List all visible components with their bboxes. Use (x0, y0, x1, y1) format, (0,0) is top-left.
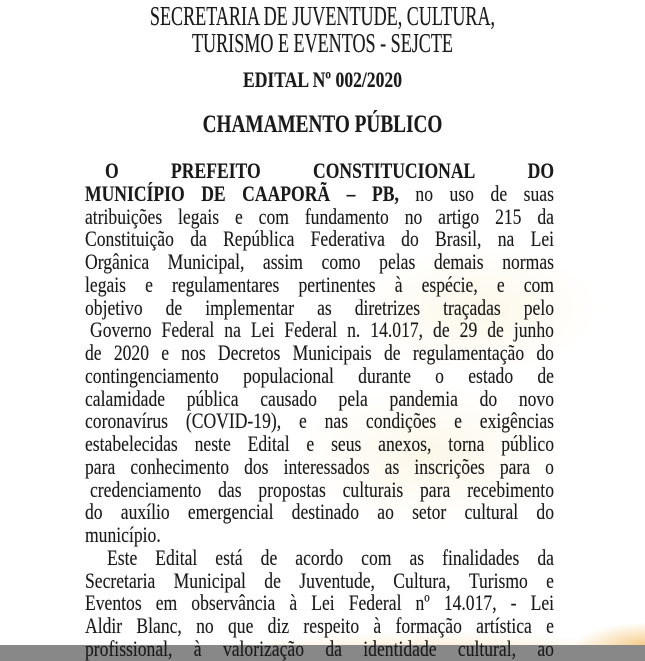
body-word: culturais (342, 476, 404, 502)
body-word: Orgânica (85, 249, 150, 274)
body-text-line (85, 635, 554, 661)
body-word: calamidade (85, 385, 166, 411)
body-word: no (404, 203, 423, 229)
body-word: implementar (205, 294, 295, 320)
body-word: DO (527, 158, 555, 183)
body-word: de (537, 362, 554, 388)
body-word: suas (523, 180, 554, 206)
body-word: e (496, 271, 505, 297)
body-word: auxílio (120, 499, 170, 525)
body-word: torna (448, 431, 485, 456)
body-word: seus (331, 431, 362, 456)
body-word: condições (365, 408, 437, 434)
body-word: o (435, 362, 444, 388)
body-word: que (227, 613, 254, 638)
body-word: da (190, 226, 207, 252)
body-word: da (537, 203, 554, 229)
body-word: 215 (495, 203, 522, 229)
body-word: regulamentação (412, 340, 525, 365)
document-body (85, 160, 554, 661)
body-text-line (85, 544, 554, 570)
edital-number-title: EDITAL Nº 002/2020 (242, 67, 403, 92)
body-word: de (433, 317, 450, 343)
body-word: estado (468, 362, 514, 388)
body-word: profissional, (85, 635, 173, 661)
body-word: do (85, 499, 103, 525)
body-word: do (401, 226, 419, 252)
body-word: Municipais (292, 340, 372, 365)
body-word: de (264, 567, 281, 593)
body-word: da (537, 544, 554, 570)
body-word: contingenciamento (85, 362, 219, 388)
body-word: pela (338, 385, 368, 411)
body-word: propostas (258, 476, 326, 502)
body-word: nas (324, 408, 349, 434)
body-text-line (85, 592, 554, 615)
body-word: CONSTITUCIONAL (313, 158, 476, 183)
body-word: diz (267, 613, 290, 638)
body-text-line (85, 362, 554, 388)
body-word: CAAPORÃ (242, 180, 331, 206)
body-word: Municipal, (167, 249, 245, 274)
body-text-line (85, 271, 554, 297)
body-word: 14.017, (443, 590, 497, 616)
body-word: como (321, 249, 361, 274)
body-word: emergencial (187, 499, 274, 525)
body-word: de (383, 340, 401, 365)
body-text-line (85, 476, 554, 502)
body-word: acordo (295, 544, 344, 570)
body-word: conhecimento (130, 453, 230, 479)
body-word: com (361, 544, 392, 570)
body-text-line (85, 615, 554, 638)
body-word: normas (502, 249, 554, 274)
header-line-1: SECRETARIA DE JUVENTUDE, CULTURA, (149, 1, 496, 31)
body-word: DE (201, 180, 226, 206)
body-word: n. (347, 317, 361, 343)
body-text-line (85, 319, 554, 342)
body-word: município. (85, 522, 161, 547)
body-text-line (85, 342, 554, 365)
body-word: legais (85, 271, 127, 297)
body-word: MUNICÍPIO (85, 180, 185, 206)
body-word: diretrizes (354, 294, 421, 320)
body-word: público (501, 431, 554, 456)
body-word: cultural (464, 499, 519, 525)
body-word: Federativa (310, 226, 385, 252)
body-word: Juventude, (299, 567, 375, 593)
body-word: junho (513, 317, 554, 343)
body-word: na (497, 226, 515, 252)
body-word: observância (191, 590, 276, 616)
body-word: e (546, 567, 554, 593)
body-word: destinado (291, 499, 360, 525)
body-word: no (415, 180, 434, 206)
body-word: Lei (311, 590, 335, 616)
body-word: pelo (523, 294, 555, 320)
body-word: O (104, 158, 119, 183)
body-text-line (85, 203, 554, 229)
body-word: finalidades (442, 544, 520, 570)
body-word: Lei (530, 226, 555, 252)
body-word: as (317, 294, 332, 320)
body-word: demais (433, 249, 484, 274)
body-word: e (298, 408, 307, 434)
body-word: das (218, 476, 242, 502)
body-word: neste (194, 431, 231, 456)
body-word: Municipal (173, 567, 246, 593)
body-word: Brasil, (435, 226, 482, 252)
body-text-line (85, 160, 554, 183)
body-word: inscrições (414, 453, 485, 479)
body-word: 29 (459, 317, 478, 343)
body-word: causado (260, 385, 317, 411)
body-word: do (479, 385, 498, 411)
body-word: assim (262, 249, 303, 274)
body-word: nos (181, 340, 206, 365)
body-word: em (155, 590, 178, 616)
body-word: à (373, 613, 382, 638)
body-text-line (85, 180, 554, 206)
body-word: pelas (379, 249, 416, 274)
body-word: e (546, 613, 554, 638)
body-word: Eventos (85, 590, 142, 616)
body-word: e (161, 340, 170, 365)
body-word: Federal (161, 317, 215, 343)
body-word: - (510, 590, 517, 616)
body-word: para (85, 453, 116, 479)
body-word: Lei (530, 590, 555, 616)
body-word: de (490, 180, 508, 206)
body-word: para (499, 453, 531, 479)
body-word: no (196, 613, 214, 638)
body-text-line (85, 524, 554, 547)
body-word: cultural, (457, 635, 517, 661)
body-word: pertinentes (298, 271, 376, 297)
body-word: exigências (479, 408, 555, 434)
body-word: Edital (247, 431, 290, 456)
body-word: República (223, 226, 295, 252)
body-text-line (85, 251, 554, 274)
body-word: 14.017, (370, 317, 424, 343)
body-word: de (85, 340, 102, 365)
body-word: à (394, 271, 403, 297)
body-text-line (85, 228, 554, 251)
body-word: Federal (284, 317, 338, 343)
body-text-line (85, 385, 555, 411)
body-word: e (234, 203, 243, 229)
body-word: artigo (438, 203, 480, 229)
body-word: à (193, 635, 202, 661)
body-word: PB, (371, 180, 399, 206)
body-word: nº (415, 590, 430, 616)
body-text-line (85, 501, 554, 524)
body-word: setor (412, 499, 447, 525)
body-word: ao (537, 635, 554, 661)
body-word: formação (395, 613, 462, 638)
body-word: 2020 (113, 340, 150, 365)
body-word: com (523, 271, 554, 297)
body-word: legais (178, 203, 220, 229)
body-word: Blanc, (136, 613, 182, 638)
body-word: artística (476, 613, 532, 638)
body-word: estabelecidas (85, 431, 178, 456)
body-word: traçadas (443, 294, 501, 320)
body-word: com (258, 203, 289, 229)
body-word: valorização (222, 635, 304, 661)
body-word: Decretos (217, 340, 281, 365)
body-word: da (325, 635, 342, 661)
body-word: atribuições (85, 203, 163, 229)
body-word: Governo (89, 317, 152, 343)
body-word: as (384, 453, 400, 479)
body-word: e (306, 431, 315, 456)
body-word: interessados (283, 453, 370, 479)
body-word: novo (518, 385, 555, 411)
body-word: Secretaria (85, 567, 156, 593)
body-word: Cultura, (393, 567, 451, 593)
body-word: de (487, 317, 504, 343)
body-word: identidade (363, 635, 437, 661)
body-word: (COVID-19), (185, 408, 282, 434)
body-word: – (346, 180, 356, 206)
body-word: recebimento (467, 476, 554, 502)
body-word: Aldir (85, 613, 123, 638)
body-word: do (536, 499, 554, 525)
document-header (106, 3, 538, 57)
body-word: Turismo (468, 567, 528, 593)
body-word: durante (358, 362, 411, 388)
body-word: de (165, 294, 183, 320)
body-word: espécie, (421, 271, 478, 297)
public-call-title: CHAMAMENTO PÚBLICO (202, 111, 443, 138)
body-word: na (224, 317, 241, 343)
body-word: objetivo (85, 294, 143, 320)
body-word: do (536, 340, 554, 365)
body-word: pandemia (389, 385, 458, 411)
body-word: coronavírus (85, 408, 169, 434)
body-word: está (215, 544, 243, 570)
body-word: Este (106, 544, 138, 570)
body-text-line (85, 410, 554, 433)
body-word: ao (377, 499, 394, 525)
body-word: populacional (243, 362, 334, 388)
body-word: de (260, 544, 278, 570)
body-word: para (419, 476, 451, 502)
body-word: respeito (303, 613, 360, 638)
body-word: Federal (348, 590, 402, 616)
body-word: à (289, 590, 298, 616)
header-line-2: TURISMO E EVENTOS - SEJCTE (192, 28, 453, 58)
body-text-line (85, 567, 554, 593)
body-word: Edital (155, 544, 198, 570)
body-text-line (85, 433, 554, 456)
body-word: credenciamento (89, 476, 202, 502)
body-word: fundamento (304, 203, 389, 229)
body-word: anexos, (378, 431, 432, 456)
body-word: e (454, 408, 462, 434)
body-word: uso (449, 180, 474, 206)
body-text-line (85, 294, 555, 320)
body-word: dos (244, 453, 269, 479)
body-word: PREFEITO (171, 158, 261, 183)
body-word: Constituição (85, 226, 174, 252)
body-word: regulamentares (171, 271, 280, 297)
body-word: pública (186, 385, 239, 411)
body-word: o (545, 453, 554, 479)
body-word: e (145, 271, 153, 297)
body-text-line (85, 453, 554, 479)
body-word: Lei (250, 317, 275, 343)
body-word: as (409, 544, 425, 570)
